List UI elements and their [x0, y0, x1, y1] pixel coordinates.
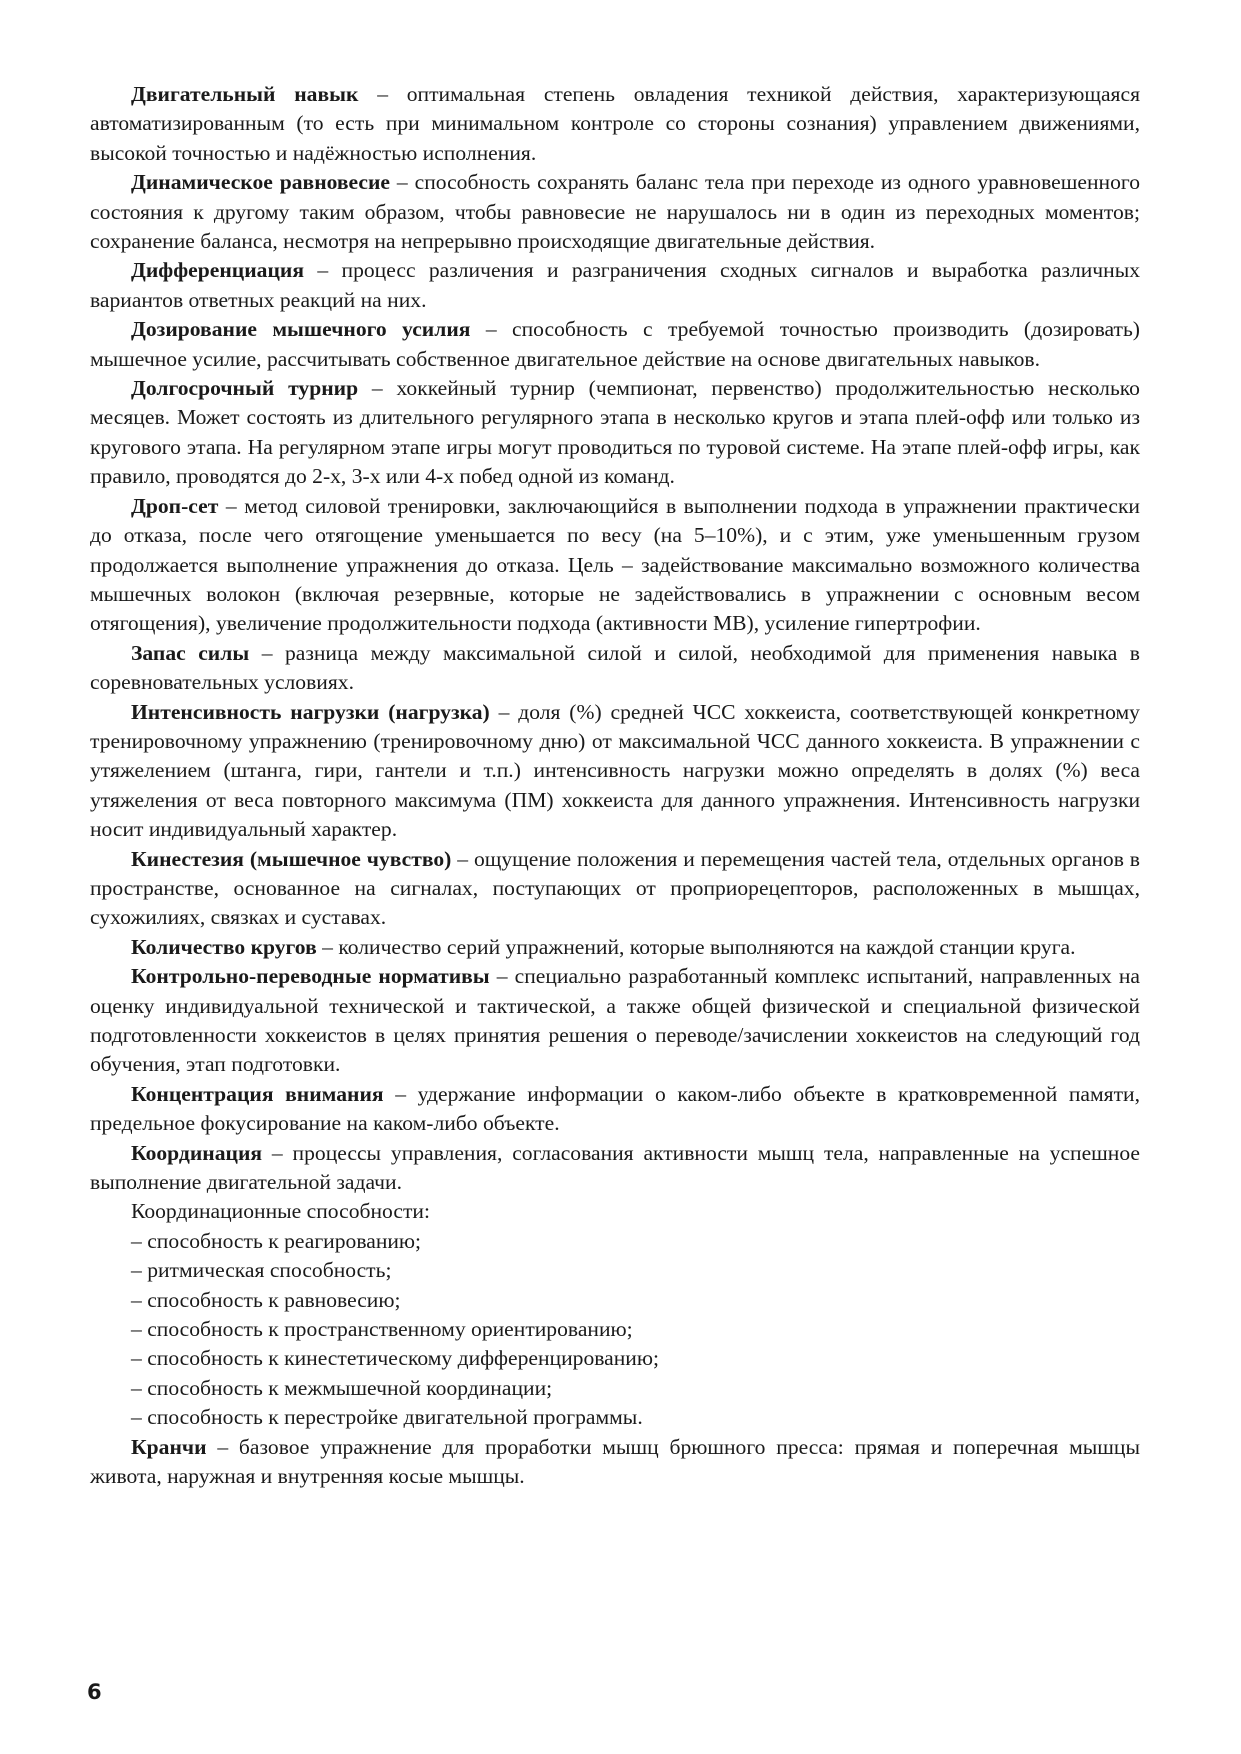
entry-term: Координация	[131, 1140, 263, 1165]
entry-term: Двигательный навык	[131, 82, 359, 106]
glossary-entry	[90, 492, 1140, 639]
list-item: – способность к равновесию;	[131, 1287, 401, 1312]
entry-definition: – оптимальная степень овладения техникой действия, характеризующаяся автоматизированным (то есть при минимальном контроле со стороны сознания) управлением движениями, высокой точностью и надёжностью исполнения.	[90, 82, 1140, 165]
entry-definition: – базовое упражнение для проработки мышц брюшного пресса: прямая и поперечная мышцы живота, наружная и внутренняя косые мышцы.	[90, 1434, 1140, 1489]
entry-term: Кинестезия (мышечное чувство)	[131, 846, 452, 871]
list-item: – ритмическая способность;	[131, 1258, 392, 1283]
entry-definition: – хоккейный турнир (чемпионат, первенство) продолжительностью несколько месяцев. Может состоять из длительного регулярного этапа в несколько кругов и этапа плей-офф или только из кругового этапа. На регулярном этапе игры могут проводиться по туровой системе. На этапе плей-офф игры, как правило, проводятся до 2-х, 3-х или 4-х побед одной из команд.	[90, 376, 1140, 489]
entry-definition: – процесс различения и разграничения сходных сигналов и выработка различных вариантов ответных реакций на них.	[90, 258, 1140, 312]
entry-definition: – метод силовой тренировки, заключающийся в выполнении подхода в упражнении практически до отказа, после чего отягощение уменьшается по весу (на 5–10%), и с этим, уже уменьшенным грузом продолжается выполнение упражнения до отказа. Цель – задействование максимально возможного количества мышечных волокон (включая резервные, которые не задействовались в упражнении с основным весом отягощения), увеличение продолжительности подхода (активности МВ), усиление гипертрофии.	[90, 493, 1140, 636]
entry-term: Запас силы	[131, 640, 250, 665]
list-item: – способность к межмышечной координации;	[131, 1375, 553, 1400]
list-item: – способность к кинестетическому дифференцированию;	[131, 1346, 659, 1371]
entry-definition: – специально разработанный комплекс испытаний, направленных на оценку индивидуальной технической и тактической, а также общей физической и специальной физической подготовленности хоккеистов в целях принятия решения о переводе/​зачислении хоккеистов на следующий год обучения, этап подготовки.	[90, 964, 1140, 1077]
glossary-entry	[90, 845, 1140, 933]
entry-term: Динамическое равновесие	[131, 170, 391, 195]
entry-definition: – процессы управления, согласования активности мышц тела, направленные на успешное выполнение двигательной задачи.	[90, 1140, 1140, 1195]
glossary-entry	[90, 1080, 1140, 1139]
glossary-entry	[90, 933, 1140, 962]
glossary-entry	[90, 962, 1140, 1080]
entry-definition: – способность с требуемой точностью производить (дозировать) мышечное усилие, рассчитывать собственное двигательное действие на основе двигательных навыков.	[90, 317, 1140, 371]
list-item: – способность к пространственному ориентированию;	[131, 1317, 633, 1342]
glossary-entry	[90, 374, 1140, 492]
entry-definition: – разница между максимальной силой и силой, необходимой для применения навыка в соревновательных условиях.	[90, 640, 1140, 695]
entry-term: Кранчи	[131, 1434, 207, 1459]
entry-term: Долгосрочный турнир	[131, 376, 359, 401]
entry-term: Контрольно-переводные нормативы	[131, 964, 490, 989]
page-body	[90, 80, 1140, 1492]
entry-term: Дифференциация	[131, 258, 305, 283]
glossary-entry	[90, 698, 1140, 845]
entry-term: Концентрация внимания	[131, 1081, 384, 1106]
entry-term: Дроп-сет	[131, 493, 219, 518]
entry-definition: – доля (%) средней ЧСС хоккеиста, соответствующей конкретному тренировочному упражнению (тренировочному дню) от максимальной ЧСС данного хоккеиста. В упражнении с утяжелением (штанга, гири, гантели и т.п.) интенсивность нагрузки можно определять в долях (%) веса утяжеления от веса повторного максимума (ПМ) хоккеиста для данного упражнения. Интенсивность нагрузки носит индивидуальный характер.	[90, 699, 1140, 842]
list-item: – способность к реагированию;	[131, 1228, 422, 1253]
entry-definition: – удержание информации о каком-либо объекте в кратковременной памяти, предельное фокусирование на каком-либо объекте.	[90, 1081, 1140, 1136]
glossary-entry	[90, 315, 1140, 374]
entry-definition: – ощущение положения и перемещения частей тела, отдельных органов в пространстве, основанное на сигналах, поступающих от проприорецепторов, расположенных в мышцах, сухожилиях, связках и суставах.	[90, 846, 1140, 930]
entry-term: Количество кругов	[131, 934, 317, 959]
entry-definition: – способность сохранять баланс тела при переходе из одного уравновешенного состояния к другому таким образом, чтобы равновесие не нарушалось ни в один из переходных моментов; сохранение баланса, несмотря на непрерывно происходящие двигательные действия.	[90, 170, 1140, 254]
list-item: – способность к перестройке двигательной программы.	[131, 1405, 643, 1430]
glossary-entry	[90, 639, 1140, 698]
glossary-entry	[90, 256, 1140, 315]
glossary-entry	[90, 80, 1140, 168]
entry-term: Интенсивность нагрузки (нагрузка)	[131, 699, 490, 724]
entry-term: Дозирование мышечного усилия	[131, 317, 471, 342]
list-intro: Координационные способности:	[131, 1199, 430, 1224]
page-number: 6	[87, 1680, 102, 1704]
entry-definition: – количество серий упражнений, которые выполняются на каждой станции круга.	[316, 934, 1076, 959]
glossary-entry	[90, 1139, 1140, 1198]
glossary-entry	[90, 168, 1140, 256]
coordination-abilities-list	[90, 1197, 1140, 1432]
glossary-entry	[90, 1433, 1140, 1492]
